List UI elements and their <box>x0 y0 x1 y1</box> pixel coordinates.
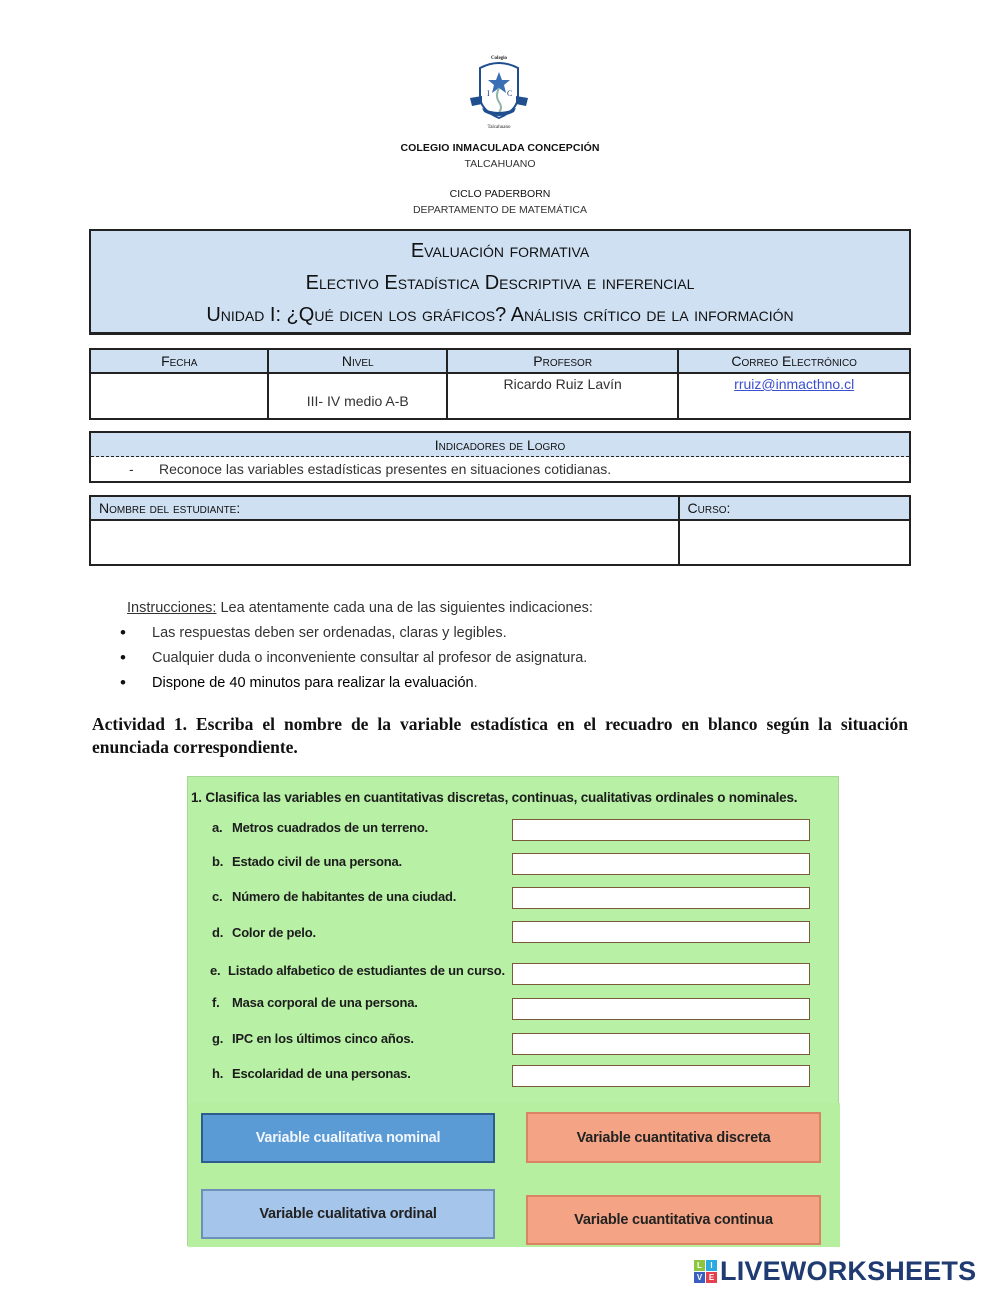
school-crest-icon <box>468 52 530 130</box>
course-title: Electivo Estadística Descriptiva e inferencial <box>305 272 695 294</box>
instruction-item: • Las respuestas deben ser ordenadas, claras y legibles. <box>120 622 587 647</box>
answer-box-g[interactable] <box>512 1033 810 1055</box>
answer-box-c[interactable] <box>512 887 810 909</box>
answer-box-a[interactable] <box>512 819 810 841</box>
option-discreta[interactable]: Variable cuantitativa discreta <box>526 1112 821 1163</box>
svg-text:Colegio: Colegio <box>490 56 508 61</box>
school-name: COLEGIO INMACULADA CONCEPCIÓN <box>400 142 600 154</box>
exercise-item-a: a. Metros cuadrados de un terreno. <box>212 820 429 835</box>
instructions-list <box>120 622 587 697</box>
activity-heading: Actividad 1. Escriba el nombre de la variable estadística en el recuadro en blanco según la situación enunciada correspondiente. <box>92 714 908 757</box>
instruction-item: • Cualquier duda o inconveniente consultar al profesor de asignatura. <box>120 647 587 672</box>
svg-text:Talcahuano: Talcahuano <box>487 125 511 130</box>
student-name-field[interactable] <box>90 520 679 565</box>
exercise-item-e: e. Listado alfabetico de estudiantes de un curso. <box>210 963 505 978</box>
indicator-item <box>91 457 909 481</box>
course-field[interactable] <box>679 520 910 565</box>
correo-cell <box>678 373 910 419</box>
school-city: TALCAHUANO <box>464 158 536 170</box>
svg-text:I: I <box>487 89 490 98</box>
exercise-item-d: d. Color de pelo. <box>212 925 316 940</box>
exercise-panel <box>187 776 839 1246</box>
department-name: DEPARTAMENTO DE MATEMÁTICA <box>412 204 588 216</box>
exercise-item-g: g. IPC en los últimos cinco años. <box>212 1031 414 1046</box>
student-name-label: Nombre del estudiante: <box>90 496 679 520</box>
exercise-item-h: h. Escolaridad de una personas. <box>212 1066 411 1081</box>
option-continua[interactable]: Variable cuantitativa continua <box>526 1195 821 1245</box>
instruction-item: • Dispone de 40 minutos para realizar la evaluación. <box>120 672 587 697</box>
header-correo: Correo Electrónico <box>678 349 910 373</box>
answer-box-b[interactable] <box>512 853 810 875</box>
exercise-item-c: c. Número de habitantes de una ciudad. <box>212 889 457 904</box>
answer-box-e[interactable] <box>512 963 810 985</box>
exercise-title: 1. Clasifica las variables en cuantitativas discretas, continuas, cualitativas ordinales o nominales. <box>191 790 798 805</box>
option-nominal[interactable]: Variable cualitativa nominal <box>201 1113 495 1163</box>
instructions-text: Lea atentamente cada una de las siguientes indicaciones: <box>216 600 593 616</box>
nivel-value: III- IV medio A-B <box>268 373 447 419</box>
exercise-item-f: f. Masa corporal de una persona. <box>212 995 418 1010</box>
unit-title: Unidad I: ¿Qué dicen los gráficos? Análisis crítico de la información <box>206 304 794 326</box>
svg-text:C: C <box>507 89 513 98</box>
cycle-name: CICLO PADERBORN <box>449 188 551 200</box>
header-nivel: Nivel <box>268 349 447 373</box>
course-label: Curso: <box>679 496 910 520</box>
instructions-label: Instrucciones: <box>127 600 217 616</box>
indicators-header: Indicadores de Logro <box>91 433 909 457</box>
header-profesor: Profesor <box>447 349 678 373</box>
evaluation-title: Evaluación formativa <box>410 240 590 262</box>
answer-box-h[interactable] <box>512 1065 810 1087</box>
liveworksheets-logo[interactable] <box>694 1256 976 1287</box>
liveworksheets-brand: LIVEWORKSHEETS <box>720 1256 977 1286</box>
liveworksheets-squares-icon: L I V E <box>694 1260 717 1283</box>
profesor-value: Ricardo Ruiz Lavín <box>447 373 678 419</box>
email-link[interactable]: rruiz@inmacthno.cl <box>734 376 855 392</box>
fecha-field[interactable] <box>90 373 268 419</box>
indicator-text: Reconoce las variables estadísticas presentes en situaciones cotidianas. <box>159 461 612 477</box>
header-fecha: Fecha <box>90 349 268 373</box>
indicators-box <box>89 431 911 483</box>
info-table <box>89 348 911 420</box>
option-ordinal[interactable]: Variable cualitativa ordinal <box>201 1189 495 1239</box>
answer-box-d[interactable] <box>512 921 810 943</box>
indicator-bullet: - <box>129 461 134 477</box>
answer-box-f[interactable] <box>512 998 810 1020</box>
title-box <box>89 229 911 335</box>
student-table <box>89 495 911 566</box>
instructions-intro <box>127 600 593 616</box>
exercise-item-b: b. Estado civil de una persona. <box>212 854 402 869</box>
